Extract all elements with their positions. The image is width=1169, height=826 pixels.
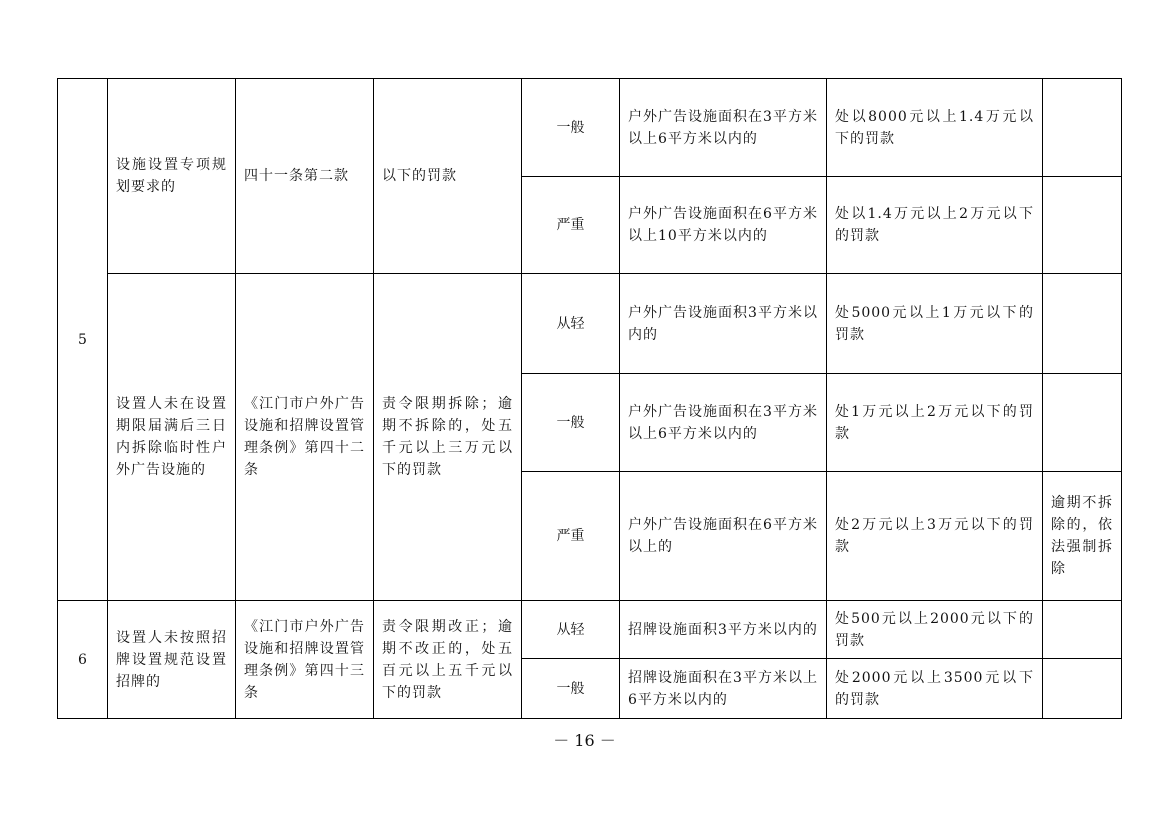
violation-circumstance: 户外广告设施面积3平方米以内的: [620, 274, 827, 374]
remark: [1043, 79, 1122, 177]
page-number: － 16 －: [553, 731, 616, 750]
violation-circumstance: 招牌设施面积3平方米以内的: [620, 601, 827, 659]
legal-basis: 四十一条第二款: [236, 79, 374, 274]
table-row: [58, 274, 1122, 374]
discretion-level: 一般: [522, 374, 620, 472]
legal-basis: 《江门市户外广告设施和招牌设置管理条例》第四十二条: [236, 274, 374, 601]
remark: [1043, 274, 1122, 374]
item-number: 5: [58, 79, 108, 601]
remark: 逾期不拆除的，依法强制拆除: [1043, 472, 1122, 601]
discretion-level: 严重: [522, 177, 620, 274]
discretion-level: 一般: [522, 659, 620, 719]
violation-circumstance: 招牌设施面积在3平方米以上6平方米以内的: [620, 659, 827, 719]
table-row: [58, 601, 1122, 659]
violation-behavior: 设置人未按照招牌设置规范设置招牌的: [108, 601, 236, 719]
remark: [1043, 177, 1122, 274]
legal-basis: 《江门市户外广告设施和招牌设置管理条例》第四十三条: [236, 601, 374, 719]
penalty-provision: 责令限期改正；逾期不改正的，处五百元以上五千元以下的罚款: [374, 601, 522, 719]
remark: [1043, 601, 1122, 659]
discretion-level: 严重: [522, 472, 620, 601]
remark: [1043, 659, 1122, 719]
item-number: 6: [58, 601, 108, 719]
penalty-standard: 处5000元以上1万元以下的罚款: [827, 274, 1043, 374]
discretion-level: 从轻: [522, 601, 620, 659]
violation-circumstance: 户外广告设施面积在6平方米以上的: [620, 472, 827, 601]
penalty-standard-table: [57, 78, 1122, 719]
remark: [1043, 374, 1122, 472]
discretion-level: 从轻: [522, 274, 620, 374]
violation-circumstance: 户外广告设施面积在3平方米以上6平方米以内的: [620, 374, 827, 472]
penalty-standard: 处以8000元以上1.4万元以下的罚款: [827, 79, 1043, 177]
penalty-standard: 处1万元以上2万元以下的罚款: [827, 374, 1043, 472]
violation-behavior: 设施设置专项规划要求的: [108, 79, 236, 274]
violation-circumstance: 户外广告设施面积在3平方米以上6平方米以内的: [620, 79, 827, 177]
penalty-provision: 责令限期拆除；逾期不拆除的，处五千元以上三万元以下的罚款: [374, 274, 522, 601]
violation-circumstance: 户外广告设施面积在6平方米以上10平方米以内的: [620, 177, 827, 274]
table-row: [58, 79, 1122, 177]
violation-behavior: 设置人未在设置期限届满后三日内拆除临时性户外广告设施的: [108, 274, 236, 601]
penalty-standard: 处2000元以上3500元以下的罚款: [827, 659, 1043, 719]
discretion-level: 一般: [522, 79, 620, 177]
penalty-provision: 以下的罚款: [374, 79, 522, 274]
penalty-standard: 处以1.4万元以上2万元以下的罚款: [827, 177, 1043, 274]
penalty-standard: 处2万元以上3万元以下的罚款: [827, 472, 1043, 601]
penalty-standard: 处500元以上2000元以下的罚款: [827, 601, 1043, 659]
